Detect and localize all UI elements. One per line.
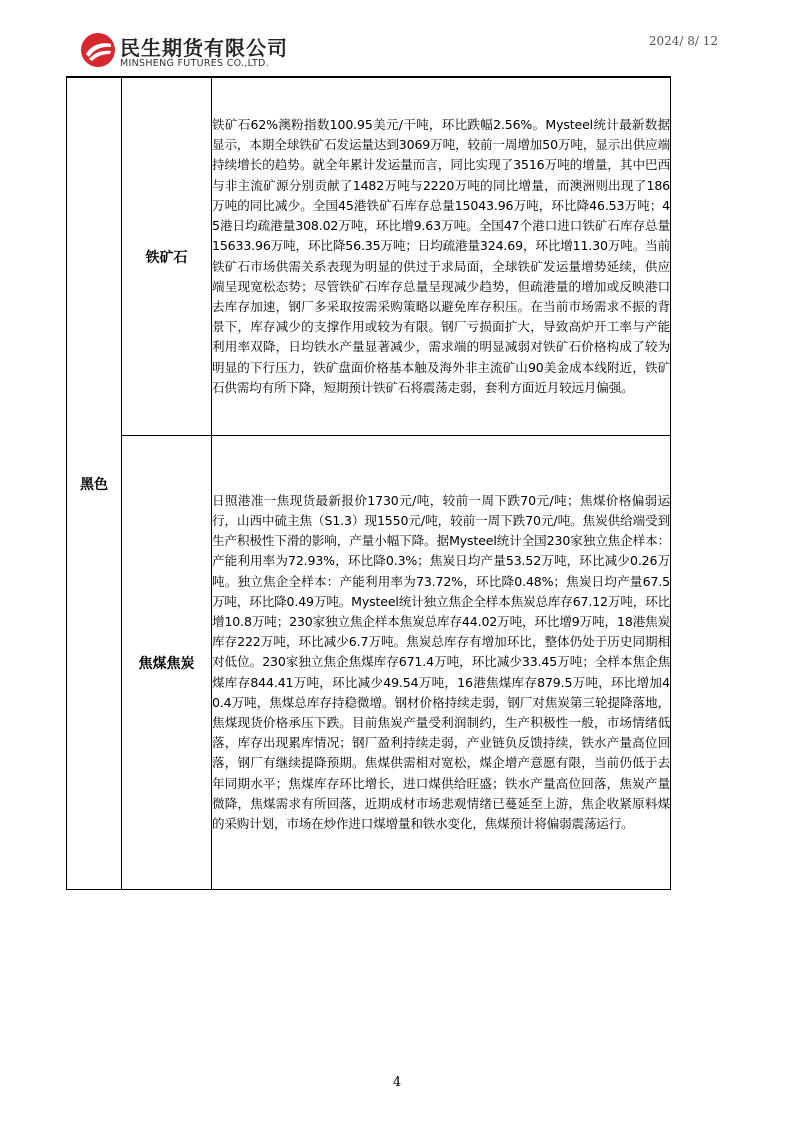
- page-number: 4: [392, 1075, 402, 1090]
- company-name-cn: 民生期货有限公司: [120, 36, 288, 60]
- table-row-coking-coal-coke: [67, 436, 671, 890]
- report-date: 2024/ 8/ 12: [648, 34, 718, 48]
- row-text-coking-coal-coke: 日照港准一焦现货最新报价1730元/吨，较前一周下跌70元/吨；焦煤价格偏弱运行，山西中硫主焦（S1.3）现1550元/吨，较前一周下跌70元/吨。焦炭供给端受到生产积极性下滑的影响，产量小幅下降。据Mysteel统计全国230家独立焦企样本：产能利用率为72.93%，环比降0.3%；焦炭日均产量53.52万吨，环比减少0.26万吨。独立焦企全样本：产能利用率为73.72%，环比降0.48%；焦炭日均产量67.5万吨，环比降0.49万吨。Mysteel统计独立焦企全样本焦炭总库存67.12万吨，环比增10.8万吨；230家独立焦企样本焦炭总库存44.02万吨，环比增9万吨，18港焦炭库存222万吨，环比减少6.7万吨。焦炭总库存有增加环比，整体仍处于历史同期相对低位。230家独立焦企焦煤库存671.4万吨，环比减少33.45万吨；全样本焦企焦煤库存844.41万吨，环比减少49.54万吨，16港焦煤库存879.5万吨，环比增加40.4万吨，焦煤总库存持稳微增。钢材价格持续走弱，钢厂对焦炭第三轮提降落地，焦煤现货价格承压下跌。目前焦炭产量受利润制约，生产积极性一般，市场情绪低落，库存出现累库情况；钢厂盈利持续走弱，产业链负反馈持续，铁水产量高位回落，钢厂有继续提降预期。焦煤供需相对宽松，煤企增产意愿有限，当前仍低于去年同期水平；焦煤库存环比增长，进口煤供给旺盛；铁水产量高位回落，焦炭产量微降，焦煤需求有所回落，近期成材市场悲观情绪已蔓延至上游，焦企收紧原料煤的采购计划，市场在炒作进口煤增量和铁水变化，焦煤预计将偏弱震荡运行。: [212, 436, 671, 890]
- category-cell: 黑色: [67, 78, 122, 890]
- minsheng-logo-icon: [80, 32, 116, 68]
- table-row-iron-ore: [67, 78, 671, 436]
- company-logo: [80, 30, 330, 75]
- page-header: [0, 0, 794, 80]
- row-text-iron-ore: 铁矿石62%澳粉指数100.95美元/干吨，环比跌幅2.56%。Mysteel统计最新数据显示，本期全球铁矿石发运量达到3069万吨，较前一周增加50万吨，显示出供应端持续增长的趋势。就全年累计发运量而言，同比实现了3516万吨的增量，其中巴西与非主流矿源分别贡献了1482万吨与2220万吨的同比增量，而澳洲则出现了186万吨的同比减少。全国45港铁矿石库存总量15043.96万吨，环比降46.53万吨；45港日均疏港量308.02万吨，环比增9.63万吨。全国47个港口进口铁矿石库存总量15633.96万吨，环比降56.35万吨；日均疏港量324.69，环比增11.30万吨。当前铁矿石市场供需关系表现为明显的供过于求局面，全球铁矿发运量增势延续，供应端呈现宽松态势；尽管铁矿石库存总量呈现减少趋势，但疏港量的增加或反映港口去库存加速，钢厂多采取按需采购策略以避免库存积压。在当前市场需求不振的背景下，库存减少的支撑作用或较为有限。钢厂亏损面扩大，导致高炉开工率与产能利用率双降，日均铁水产量显著减少，需求端的明显减弱对铁矿石价格构成了较为明显的下行压力，铁矿盘面价格基本触及海外非主流矿山90美金成本线附近，铁矿石供需均有所下降，短期预计铁矿石将震荡走弱，套利方面近月较远月偏强。: [212, 78, 671, 436]
- row-label-iron-ore: 铁矿石: [122, 78, 212, 436]
- row-label-coking-coal-coke: 焦煤焦炭: [122, 436, 212, 890]
- commodity-table: [66, 77, 671, 890]
- company-name-en: MINSHENG FUTURES CO.,LTD.: [120, 58, 269, 69]
